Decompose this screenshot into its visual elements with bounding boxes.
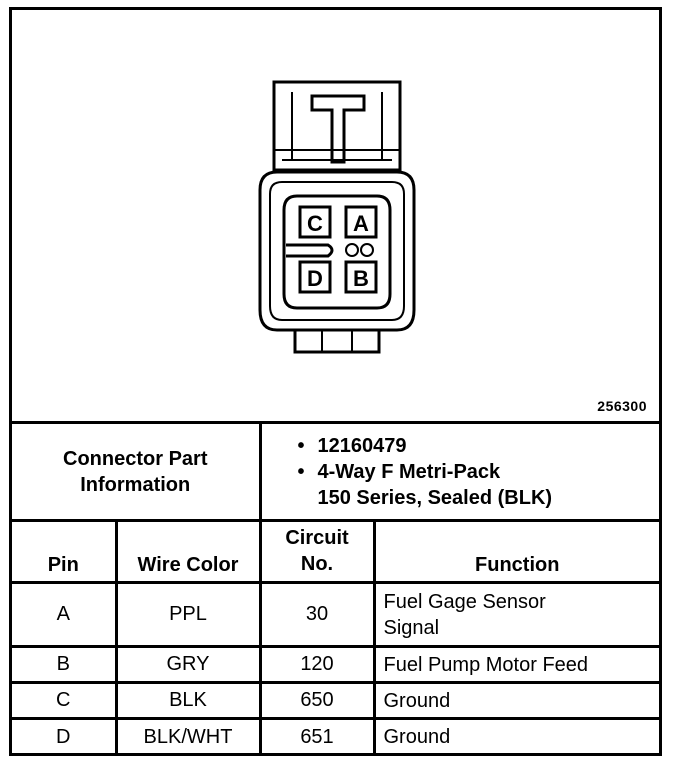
pin-label-d: D (307, 266, 323, 291)
wire-color-cell: BLK (116, 683, 260, 719)
header-wire-color: Wire Color (116, 521, 260, 583)
drawing-id: 256300 (597, 398, 647, 414)
pin-cell: D (12, 719, 116, 755)
pin-label-b: B (353, 266, 369, 291)
header-circuit (260, 521, 374, 583)
pin-label-a: A (353, 211, 369, 236)
part-info-row (12, 423, 659, 521)
header-circuit-line1: Circuit (285, 527, 349, 549)
function-line2: Signal (383, 616, 440, 639)
description-item (298, 459, 654, 485)
table-row (12, 583, 659, 647)
bullet-icon: • (297, 460, 305, 483)
connector-drawing (12, 10, 659, 420)
header-circuit-line2: No. (300, 553, 334, 575)
part-info-label-line1: Connector Part (63, 447, 208, 470)
circuit-cell: 120 (260, 647, 374, 683)
function-cell: Ground (374, 683, 659, 719)
wire-color-cell: BLK/WHT (116, 719, 260, 755)
pin-cell: A (12, 583, 116, 647)
function-cell: Ground (374, 719, 659, 755)
part-number: 12160479 (317, 434, 407, 457)
circuit-cell: 650 (260, 683, 374, 719)
circuit-cell: 30 (260, 583, 374, 647)
function-line1: Fuel Gage Sensor (383, 590, 546, 613)
description-line2: 150 Series, Sealed (BLK) (317, 486, 553, 509)
part-number-item (298, 433, 654, 459)
description-line1: 4-Way F Metri-Pack (317, 460, 501, 483)
function-cell: Fuel Pump Motor Feed (374, 647, 659, 683)
pin-cell: C (12, 683, 116, 719)
connector-diagram (12, 10, 659, 420)
connector-info-frame (9, 7, 662, 756)
table-row (12, 683, 659, 719)
part-info-label (12, 423, 260, 521)
part-info-label-line2: Information (80, 473, 191, 496)
pin-cell: B (12, 647, 116, 683)
table-row (12, 647, 659, 683)
wire-color-cell: PPL (116, 583, 260, 647)
header-function: Function (374, 521, 659, 583)
part-info-details (260, 423, 659, 521)
header-row (12, 521, 659, 583)
table-row (12, 719, 659, 755)
function-cell (374, 583, 659, 647)
pin-label-c: C (307, 211, 323, 236)
circuit-cell: 651 (260, 719, 374, 755)
bullet-icon: • (297, 434, 305, 457)
header-pin: Pin (12, 521, 116, 583)
wire-color-cell: GRY (116, 647, 260, 683)
connector-table (12, 421, 659, 755)
